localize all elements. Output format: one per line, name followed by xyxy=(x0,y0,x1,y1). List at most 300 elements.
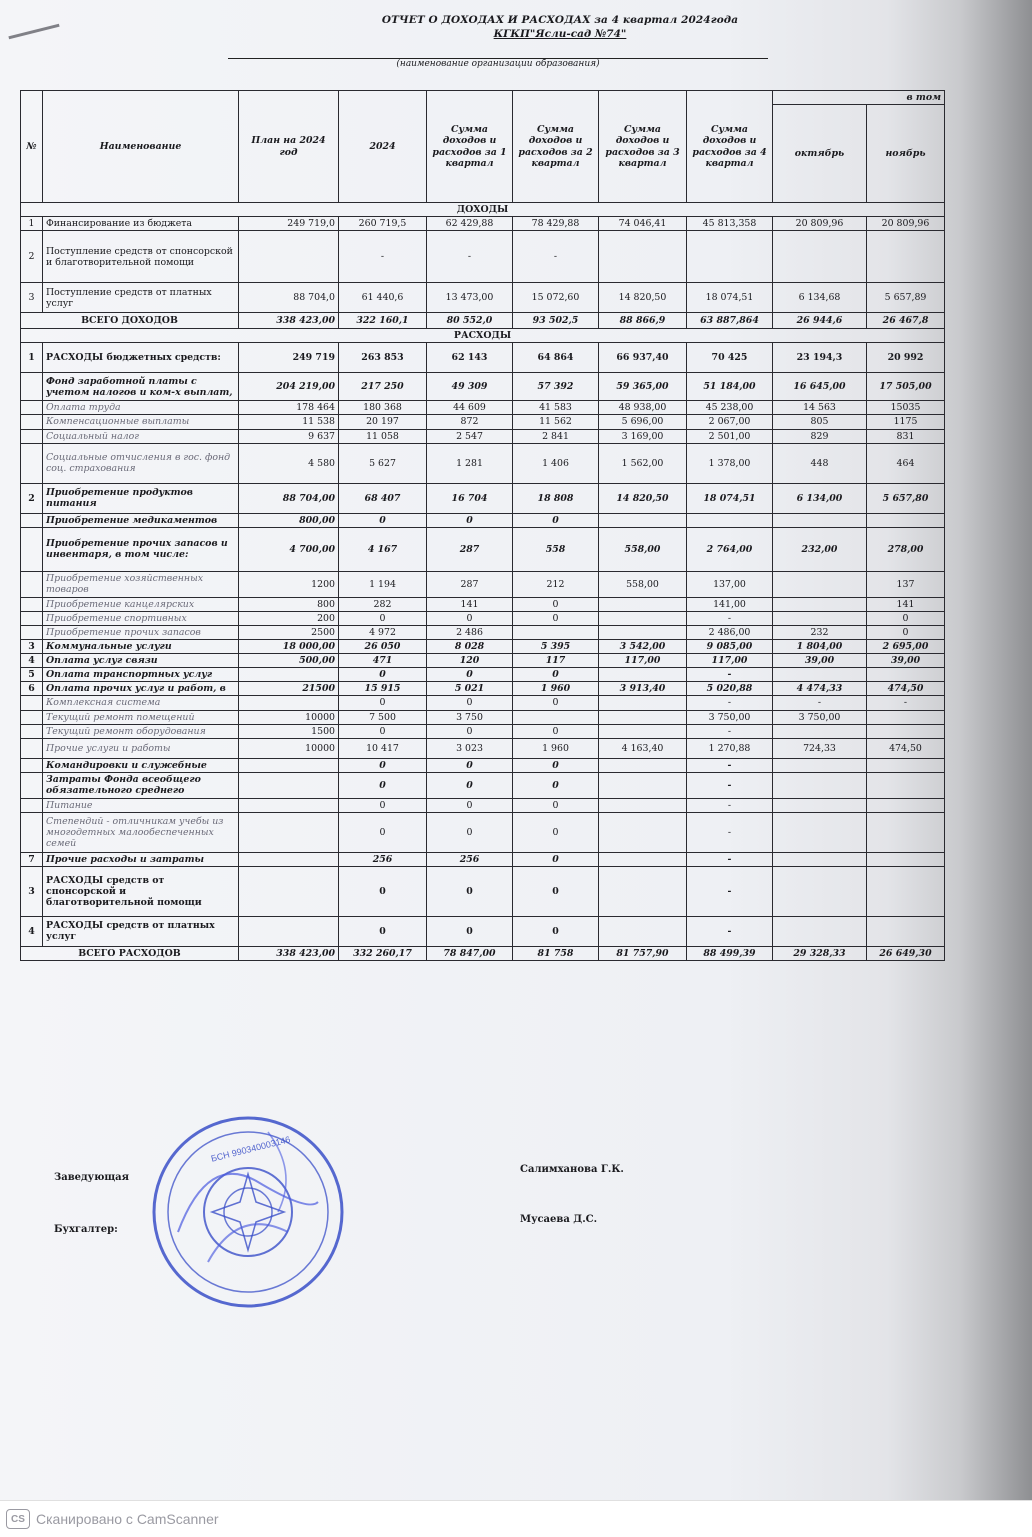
cell-q2: 0 xyxy=(513,866,599,916)
cell-plan xyxy=(239,798,339,812)
cell-oct: 3 750,00 xyxy=(773,710,867,724)
cell-q3 xyxy=(599,866,687,916)
table-row xyxy=(21,401,945,415)
row-number xyxy=(21,798,43,812)
accountant-label: Бухгалтер: xyxy=(54,1224,118,1235)
row-name: Приобретение спортивных xyxy=(43,611,239,625)
head-label: Заведующая xyxy=(54,1172,130,1183)
cell-nov: 5 657,89 xyxy=(867,283,945,313)
cell-nov: 39,00 xyxy=(867,654,945,668)
total-plan: 338 423,00 xyxy=(239,946,339,960)
cell-q3 xyxy=(599,916,687,946)
cell-plan xyxy=(239,916,339,946)
row-name: Оплата прочих услуг и работ, в xyxy=(43,682,239,696)
cell-year: - xyxy=(339,231,427,283)
row-number xyxy=(21,429,43,443)
cell-q1: 0 xyxy=(427,772,513,798)
table-row xyxy=(21,217,945,231)
cell-q4: - xyxy=(687,798,773,812)
cell-nov: - xyxy=(867,696,945,710)
cell-plan: 9 637 xyxy=(239,429,339,443)
row-number: 3 xyxy=(21,866,43,916)
accountant-name: Мусаева Д.С. xyxy=(520,1214,598,1225)
cell-oct: 232 xyxy=(773,625,867,639)
cell-q1: 0 xyxy=(427,758,513,772)
cell-q2: 0 xyxy=(513,611,599,625)
expense-section-header-title: РАСХОДЫ xyxy=(21,329,945,343)
row-number: 6 xyxy=(21,682,43,696)
total-q2: 81 758 xyxy=(513,946,599,960)
cell-plan xyxy=(239,812,339,852)
row-name: Затраты Фонда всеобщего обязательного среднего xyxy=(43,772,239,798)
table-row xyxy=(21,611,945,625)
row-name: Оплата транспортных услуг xyxy=(43,668,239,682)
cell-nov: 2 695,00 xyxy=(867,640,945,654)
cell-q4: 137,00 xyxy=(687,571,773,597)
cell-plan: 10000 xyxy=(239,710,339,724)
table-row xyxy=(21,724,945,738)
cell-nov xyxy=(867,710,945,724)
cell-q3 xyxy=(599,611,687,625)
cell-nov: 0 xyxy=(867,611,945,625)
table-row xyxy=(21,654,945,668)
col-header-num: № xyxy=(21,91,43,203)
cell-q3 xyxy=(599,758,687,772)
cell-year: 26 050 xyxy=(339,640,427,654)
cell-year: 282 xyxy=(339,597,427,611)
cell-q1: 62 429,88 xyxy=(427,217,513,231)
total-q2: 93 502,5 xyxy=(513,313,599,329)
cell-q4: 18 074,51 xyxy=(687,483,773,513)
total-oct: 29 328,33 xyxy=(773,946,867,960)
cell-plan: 800 xyxy=(239,597,339,611)
cell-q1: 2 486 xyxy=(427,625,513,639)
cell-year: 10 417 xyxy=(339,738,427,758)
cell-oct xyxy=(773,611,867,625)
cell-oct xyxy=(773,668,867,682)
cell-q2: 0 xyxy=(513,513,599,527)
head-name: Салимханова Г.К. xyxy=(520,1164,624,1175)
cell-q1: 256 xyxy=(427,852,513,866)
table-row xyxy=(21,710,945,724)
cell-q4: - xyxy=(687,852,773,866)
col-header-year: 2024 xyxy=(339,91,427,203)
total-q3: 81 757,90 xyxy=(599,946,687,960)
cell-q1: 0 xyxy=(427,866,513,916)
cell-q1: 3 750 xyxy=(427,710,513,724)
cell-nov: 0 xyxy=(867,625,945,639)
cell-q2: 0 xyxy=(513,916,599,946)
table-row xyxy=(21,415,945,429)
cell-q4 xyxy=(687,231,773,283)
row-number xyxy=(21,772,43,798)
cell-q3: 3 542,00 xyxy=(599,640,687,654)
cell-q4: - xyxy=(687,812,773,852)
cell-nov xyxy=(867,758,945,772)
cell-q4: 2 501,00 xyxy=(687,429,773,443)
cell-oct xyxy=(773,866,867,916)
row-number: 3 xyxy=(21,640,43,654)
table-row xyxy=(21,640,945,654)
cell-plan: 204 219,00 xyxy=(239,373,339,401)
table-row xyxy=(21,738,945,758)
cell-year: 260 719,5 xyxy=(339,217,427,231)
cell-q1: 16 704 xyxy=(427,483,513,513)
table-row xyxy=(21,916,945,946)
cell-q2: - xyxy=(513,231,599,283)
cell-plan xyxy=(239,696,339,710)
cell-q3: 558,00 xyxy=(599,527,687,571)
cell-oct: 1 804,00 xyxy=(773,640,867,654)
cell-oct: - xyxy=(773,696,867,710)
report-title-block xyxy=(300,14,820,40)
cell-q1: 0 xyxy=(427,513,513,527)
cell-year: 4 972 xyxy=(339,625,427,639)
cell-year: 15 915 xyxy=(339,682,427,696)
organization-caption: (наименование организации образования) xyxy=(396,59,600,69)
cell-q4: 2 486,00 xyxy=(687,625,773,639)
table-row xyxy=(21,798,945,812)
cell-year: 180 368 xyxy=(339,401,427,415)
camscanner-caption: Сканировано с CamScanner xyxy=(36,1511,219,1527)
row-name: Фонд заработной платы с учетом налогов и ком-х выплат, xyxy=(43,373,239,401)
seal-text: БСН 990340003146 xyxy=(209,1134,292,1164)
cell-q2: 41 583 xyxy=(513,401,599,415)
cell-q1: 0 xyxy=(427,812,513,852)
cell-q4: 70 425 xyxy=(687,343,773,373)
cell-nov: 20 809,96 xyxy=(867,217,945,231)
table-row xyxy=(21,682,945,696)
cell-q1: 0 xyxy=(427,916,513,946)
cell-q4: - xyxy=(687,772,773,798)
organization-seal xyxy=(148,1112,348,1312)
cell-q2: 0 xyxy=(513,724,599,738)
row-number xyxy=(21,812,43,852)
cell-q3: 14 820,50 xyxy=(599,283,687,313)
row-number: 4 xyxy=(21,916,43,946)
cell-nov xyxy=(867,513,945,527)
cell-plan xyxy=(239,231,339,283)
cell-oct: 829 xyxy=(773,429,867,443)
cell-oct: 39,00 xyxy=(773,654,867,668)
cell-q4: - xyxy=(687,916,773,946)
cell-q3: 3 169,00 xyxy=(599,429,687,443)
table-row xyxy=(21,571,945,597)
cell-nov xyxy=(867,772,945,798)
cell-plan: 10000 xyxy=(239,738,339,758)
cell-q3: 74 046,41 xyxy=(599,217,687,231)
cell-q4: - xyxy=(687,724,773,738)
cell-year: 263 853 xyxy=(339,343,427,373)
expense-section-header xyxy=(21,329,945,343)
cell-year: 217 250 xyxy=(339,373,427,401)
row-number: 1 xyxy=(21,217,43,231)
cell-year: 5 627 xyxy=(339,443,427,483)
col-header-q4: Сумма доходов и расходов за 4 квартал xyxy=(687,91,773,203)
cell-oct: 20 809,96 xyxy=(773,217,867,231)
cell-nov: 5 657,80 xyxy=(867,483,945,513)
cell-q3 xyxy=(599,231,687,283)
cell-year: 4 167 xyxy=(339,527,427,571)
row-number xyxy=(21,597,43,611)
cell-year: 0 xyxy=(339,798,427,812)
row-name: Приобретение медикаментов xyxy=(43,513,239,527)
cell-oct xyxy=(773,798,867,812)
row-name: Прочие расходы и затраты xyxy=(43,852,239,866)
row-number xyxy=(21,738,43,758)
row-number xyxy=(21,527,43,571)
cell-year: 68 407 xyxy=(339,483,427,513)
cell-oct: 805 xyxy=(773,415,867,429)
cell-q2: 0 xyxy=(513,696,599,710)
row-number: 1 xyxy=(21,343,43,373)
cell-q1: 287 xyxy=(427,527,513,571)
row-name: РАСХОДЫ средств от спонсорской и благотворительной помощи xyxy=(43,866,239,916)
cell-year: 0 xyxy=(339,513,427,527)
table-row xyxy=(21,343,945,373)
row-number: 7 xyxy=(21,852,43,866)
row-name: Приобретение продуктов питания xyxy=(43,483,239,513)
cell-q4: 9 085,00 xyxy=(687,640,773,654)
cell-q3 xyxy=(599,696,687,710)
cell-q2: 15 072,60 xyxy=(513,283,599,313)
total-plan: 338 423,00 xyxy=(239,313,339,329)
cell-nov: 474,50 xyxy=(867,738,945,758)
cell-q1: 0 xyxy=(427,668,513,682)
cell-q1: 62 143 xyxy=(427,343,513,373)
cell-q4: 2 067,00 xyxy=(687,415,773,429)
cell-q1: 1 281 xyxy=(427,443,513,483)
cell-oct: 16 645,00 xyxy=(773,373,867,401)
cell-q2: 1 406 xyxy=(513,443,599,483)
cell-q4: - xyxy=(687,668,773,682)
row-number: 2 xyxy=(21,231,43,283)
cell-plan: 4 700,00 xyxy=(239,527,339,571)
cell-q3 xyxy=(599,798,687,812)
cell-q4: 5 020,88 xyxy=(687,682,773,696)
cell-oct xyxy=(773,597,867,611)
cell-q4: 18 074,51 xyxy=(687,283,773,313)
row-name: Оплата труда xyxy=(43,401,239,415)
cell-nov: 137 xyxy=(867,571,945,597)
row-name: Текущий ремонт помещений xyxy=(43,710,239,724)
cell-q1: 8 028 xyxy=(427,640,513,654)
row-number xyxy=(21,401,43,415)
cell-q1: - xyxy=(427,231,513,283)
row-name: Финансирование из бюджета xyxy=(43,217,239,231)
cell-nov xyxy=(867,231,945,283)
cell-q3 xyxy=(599,513,687,527)
cell-oct xyxy=(773,724,867,738)
cell-q3 xyxy=(599,597,687,611)
row-number xyxy=(21,373,43,401)
row-name: Прочие услуги и работы xyxy=(43,738,239,758)
cell-plan: 88 704,0 xyxy=(239,283,339,313)
cell-plan: 88 704,00 xyxy=(239,483,339,513)
row-number xyxy=(21,724,43,738)
cell-q4: - xyxy=(687,758,773,772)
cell-q2: 0 xyxy=(513,852,599,866)
cell-year: 0 xyxy=(339,866,427,916)
row-name: Социальные отчисления в гос. фонд соц. страхования xyxy=(43,443,239,483)
total-year: 322 160,1 xyxy=(339,313,427,329)
cell-oct: 14 563 xyxy=(773,401,867,415)
cell-oct: 724,33 xyxy=(773,738,867,758)
organization-name: КГКП"Ясли-сад №74" xyxy=(493,28,627,40)
cell-q3: 4 163,40 xyxy=(599,738,687,758)
cell-year: 0 xyxy=(339,611,427,625)
row-name: РАСХОДЫ средств от платных услуг xyxy=(43,916,239,946)
total-q4: 88 499,39 xyxy=(687,946,773,960)
cell-oct: 6 134,68 xyxy=(773,283,867,313)
cell-oct xyxy=(773,772,867,798)
cell-q3: 117,00 xyxy=(599,654,687,668)
cell-q4 xyxy=(687,513,773,527)
cell-nov xyxy=(867,724,945,738)
col-header-november: ноябрь xyxy=(867,105,945,203)
cell-plan: 4 580 xyxy=(239,443,339,483)
cell-nov: 17 505,00 xyxy=(867,373,945,401)
row-name: Приобретение хозяйственных товаров xyxy=(43,571,239,597)
cell-oct xyxy=(773,758,867,772)
cell-q1: 2 547 xyxy=(427,429,513,443)
cell-q3: 59 365,00 xyxy=(599,373,687,401)
cell-plan: 200 xyxy=(239,611,339,625)
col-header-q1: Сумма доходов и расходов за 1 квартал xyxy=(427,91,513,203)
cell-q2: 57 392 xyxy=(513,373,599,401)
cell-oct: 4 474,33 xyxy=(773,682,867,696)
row-name: РАСХОДЫ бюджетных средств: xyxy=(43,343,239,373)
cell-q4: 117,00 xyxy=(687,654,773,668)
cell-nov xyxy=(867,812,945,852)
row-name: Текущий ремонт оборудования xyxy=(43,724,239,738)
cell-q2: 0 xyxy=(513,772,599,798)
cell-oct xyxy=(773,513,867,527)
cell-plan: 11 538 xyxy=(239,415,339,429)
cell-q2: 0 xyxy=(513,798,599,812)
table-row xyxy=(21,429,945,443)
cell-q2 xyxy=(513,710,599,724)
income-section-header xyxy=(21,203,945,217)
cell-plan: 1200 xyxy=(239,571,339,597)
cell-year: 0 xyxy=(339,812,427,852)
total-nov: 26 649,30 xyxy=(867,946,945,960)
row-number xyxy=(21,513,43,527)
cell-q2: 64 864 xyxy=(513,343,599,373)
cell-year: 0 xyxy=(339,916,427,946)
table-row xyxy=(21,373,945,401)
table-row xyxy=(21,527,945,571)
table-row xyxy=(21,625,945,639)
cell-plan: 2500 xyxy=(239,625,339,639)
cell-q2: 558 xyxy=(513,527,599,571)
cell-nov: 831 xyxy=(867,429,945,443)
table-row xyxy=(21,866,945,916)
row-name: Степендий - отличникам учебы из многодетных малообеспеченных семей xyxy=(43,812,239,852)
cell-q2: 212 xyxy=(513,571,599,597)
table-row xyxy=(21,513,945,527)
total-q4: 63 887,864 xyxy=(687,313,773,329)
row-name: Питание xyxy=(43,798,239,812)
cell-q2: 0 xyxy=(513,812,599,852)
row-name: Социальный налог xyxy=(43,429,239,443)
cell-q1: 49 309 xyxy=(427,373,513,401)
cell-q1: 0 xyxy=(427,724,513,738)
report-title: ОТЧЕТ О ДОХОДАХ И РАСХОДАХ за 4 квартал 2024года xyxy=(381,14,739,26)
cell-q3: 3 913,40 xyxy=(599,682,687,696)
cell-nov: 464 xyxy=(867,443,945,483)
row-name: Компенсационные выплаты xyxy=(43,415,239,429)
table-row xyxy=(21,483,945,513)
row-name: Приобретение канцелярских xyxy=(43,597,239,611)
cell-q3 xyxy=(599,772,687,798)
cell-plan: 18 000,00 xyxy=(239,640,339,654)
cell-nov xyxy=(867,668,945,682)
cell-nov: 141 xyxy=(867,597,945,611)
cell-q3: 66 937,40 xyxy=(599,343,687,373)
total-q3: 88 866,9 xyxy=(599,313,687,329)
cell-plan xyxy=(239,772,339,798)
cell-nov xyxy=(867,916,945,946)
col-header-name: Наименование xyxy=(43,91,239,203)
cell-q4: 45 238,00 xyxy=(687,401,773,415)
cell-year: 471 xyxy=(339,654,427,668)
table-row xyxy=(21,283,945,313)
cell-nov: 20 992 xyxy=(867,343,945,373)
cell-q4: - xyxy=(687,611,773,625)
cell-oct xyxy=(773,231,867,283)
cell-q2: 0 xyxy=(513,597,599,611)
expense-total-row xyxy=(21,946,945,960)
total-q1: 78 847,00 xyxy=(427,946,513,960)
col-header-q2: Сумма доходов и расходов за 2 квартал xyxy=(513,91,599,203)
cell-q2: 78 429,88 xyxy=(513,217,599,231)
cell-q3: 558,00 xyxy=(599,571,687,597)
cell-q2: 1 960 xyxy=(513,738,599,758)
col-header-group: в том xyxy=(773,91,945,105)
row-number xyxy=(21,696,43,710)
cell-oct: 448 xyxy=(773,443,867,483)
scan-mark xyxy=(8,24,59,39)
row-name: Комплексная система xyxy=(43,696,239,710)
cell-q3: 14 820,50 xyxy=(599,483,687,513)
row-number xyxy=(21,443,43,483)
cell-q3 xyxy=(599,812,687,852)
cell-plan: 800,00 xyxy=(239,513,339,527)
income-expense-table xyxy=(20,90,945,961)
cell-nov xyxy=(867,798,945,812)
cell-q4: 51 184,00 xyxy=(687,373,773,401)
cell-oct xyxy=(773,571,867,597)
cell-q2: 1 960 xyxy=(513,682,599,696)
table-row xyxy=(21,758,945,772)
total-nov: 26 467,8 xyxy=(867,313,945,329)
camscanner-logo: CS xyxy=(6,1509,30,1529)
cell-q2: 18 808 xyxy=(513,483,599,513)
cell-q4: 3 750,00 xyxy=(687,710,773,724)
row-number xyxy=(21,571,43,597)
row-name: Коммунальные услуги xyxy=(43,640,239,654)
row-number: 5 xyxy=(21,668,43,682)
cell-plan xyxy=(239,758,339,772)
row-number xyxy=(21,710,43,724)
row-number xyxy=(21,625,43,639)
row-number xyxy=(21,611,43,625)
cell-q1: 13 473,00 xyxy=(427,283,513,313)
cell-year: 256 xyxy=(339,852,427,866)
row-name: Поступление средств от спонсорской и благотворительной помощи xyxy=(43,231,239,283)
cell-nov: 474,50 xyxy=(867,682,945,696)
